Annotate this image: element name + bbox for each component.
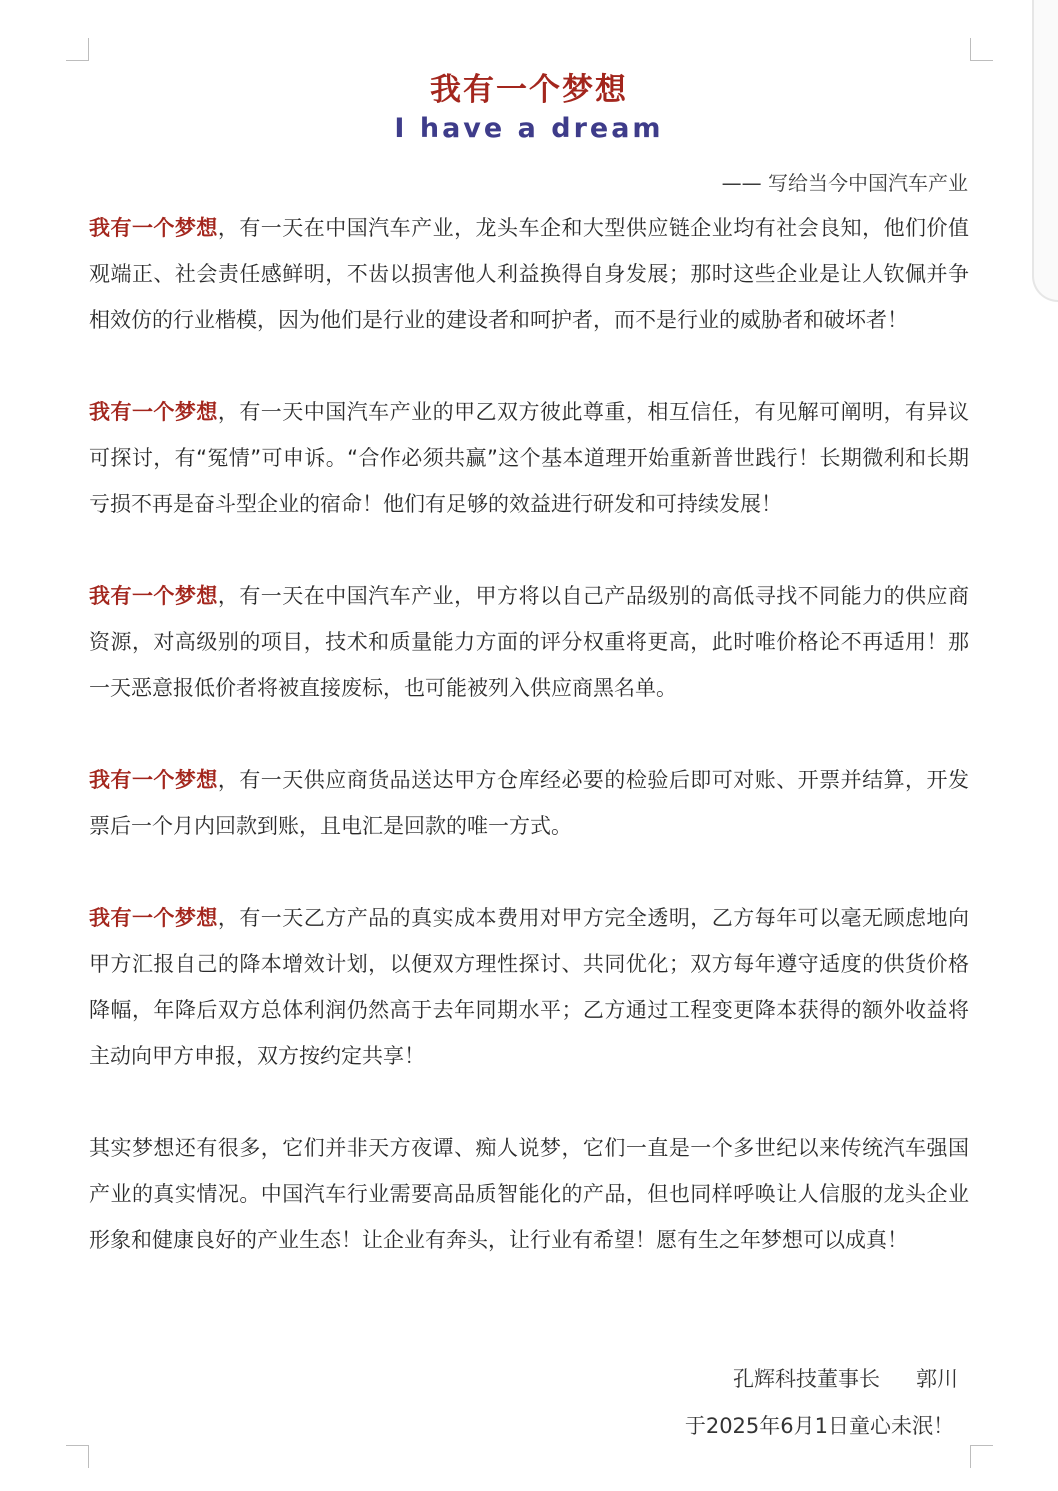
dedication-line: —— 写给当今中国汽车产业 — [721, 171, 968, 195]
paragraph-text: ，有一天供应商货品送达甲方仓库经必要的检验后即可对账、开票并结算，开发票后一个月内回款到账，且电汇是回款的唯一方式。 — [89, 768, 970, 838]
document-subtitle: I have a dream — [394, 113, 664, 144]
paragraph-text: ，有一天乙方产品的真实成本费用对甲方完全透明，乙方每年可以毫无顾虑地向甲方汇报自己的降本增效计划，以便双方理性探讨、共同优化；双方每年遵守适度的供货价格降幅，年降后双方总体利润仍然高于去年同期水平；乙方通过工程变更降本获得的额外收益将主动向甲方申报，双方按约定共享！ — [89, 906, 970, 1068]
paragraph-text: ，有一天中国汽车产业的甲乙双方彼此尊重，相互信任，有见解可阐明，有异议可探讨，有“冤情”可申诉。“合作必须共赢”这个基本道理开始重新普世践行！长期微利和长期亏损不再是奋斗型企业的宿命！他们有足够的效益进行研发和可持续发展！ — [89, 400, 970, 516]
paragraph-3 — [89, 573, 969, 711]
paragraph-2 — [89, 389, 969, 527]
paragraph-lead: 我有一个梦想 — [89, 400, 218, 424]
letter-body — [89, 205, 969, 1263]
crop-mark-bottom-right — [970, 1445, 993, 1468]
paragraph-6 — [89, 1125, 969, 1263]
paragraph-5 — [89, 895, 969, 1079]
paragraph-4 — [89, 757, 969, 849]
document-title: 我有一个梦想 — [430, 72, 628, 108]
paragraph-lead: 我有一个梦想 — [89, 216, 218, 240]
crop-mark-top-left — [66, 38, 89, 61]
crop-mark-top-right — [970, 38, 993, 61]
page-edge — [1032, 0, 1058, 302]
signature — [733, 1363, 958, 1393]
paragraph-1 — [89, 205, 969, 343]
crop-mark-bottom-left — [66, 1445, 89, 1468]
signature-org: 孔辉科技董事长 — [733, 1367, 880, 1391]
paragraph-text: 其实梦想还有很多，它们并非天方夜谭、痴人说梦，它们一直是一个多世纪以来传统汽车强国产业的真实情况。中国汽车行业需要高品质智能化的产品，但也同样呼唤让人信服的龙头企业形象和健康良好的产业生态！让企业有奔头，让行业有希望！愿有生之年梦想可以成真！ — [89, 1136, 969, 1252]
paragraph-lead: 我有一个梦想 — [89, 906, 218, 930]
paragraph-text: ，有一天在中国汽车产业，龙头车企和大型供应链企业均有社会良知，他们价值观端正、社会责任感鲜明，不齿以损害他人利益换得自身发展；那时这些企业是让人钦佩并争相效仿的行业楷模，因为他们是行业的建设者和呵护者，而不是行业的威胁者和破坏者！ — [89, 216, 970, 332]
paragraph-lead: 我有一个梦想 — [89, 584, 218, 608]
paragraph-lead: 我有一个梦想 — [89, 768, 218, 792]
signature-date: 于2025年6月1日童心未泯！ — [684, 1414, 954, 1438]
paragraph-text: ，有一天在中国汽车产业，甲方将以自己产品级别的高低寻找不同能力的供应商资源，对高级别的项目，技术和质量能力方面的评分权重将更高，此时唯价格论不再适用！那一天恶意报低价者将被直接废标，也可能被列入供应商黑名单。 — [89, 584, 970, 700]
signature-name: 郭川 — [916, 1367, 958, 1391]
